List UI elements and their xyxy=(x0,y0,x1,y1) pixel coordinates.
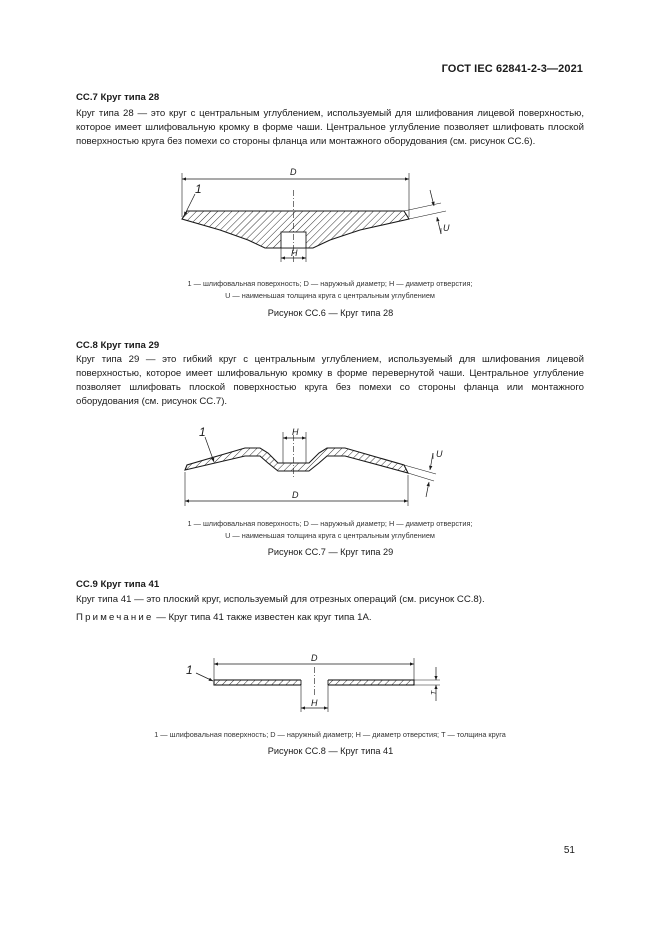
section-paragraph-cc7: Круг типа 28 — это круг с центральным углублением, используемый для шлифования лицевой поверхностью, которое имеет шлифовальную кромку в форме чаши. Центральное углубление позволяет шлифовать плоской поверхностью круга без помехи со стороны фланца или монтажного оборудования (см. рисунок CC.6). xyxy=(76,108,584,147)
figure-caption-cc8: Рисунок CC.8 — Круг типа 41 xyxy=(267,746,394,756)
section-paragraph-cc9: Круг типа 41 — это плоский круг, используемый для отрезных операций (см. рисунок CC.8). xyxy=(76,594,485,605)
note-label: Примечание xyxy=(76,612,154,623)
section-heading-cc7: CC.7 Круг типа 28 xyxy=(76,92,160,103)
figure-caption-cc6: Рисунок CC.6 — Круг типа 28 xyxy=(267,308,394,318)
dimension-label-h: H xyxy=(291,248,298,258)
figure-legend-cc6 xyxy=(60,278,600,302)
note-text: — Круг типа 41 также известен как круг типа 1A. xyxy=(153,612,372,623)
callout-label-1: 1 xyxy=(199,425,206,439)
legend-line: 1 — шлифовальная поверхность; D — наружный диаметр; H — диаметр отверстия; xyxy=(187,279,473,288)
dimension-label-h: H xyxy=(292,427,299,437)
dimension-label-d: D xyxy=(292,490,299,500)
legend-line: U — наименьшая толщина круга с центральным углублением xyxy=(225,531,435,540)
section-heading-cc9: CC.9 Круг типа 41 xyxy=(76,579,160,590)
callout-label-1: 1 xyxy=(186,663,193,677)
type41-wheel-profile xyxy=(214,667,414,697)
figure-legend-cc7 xyxy=(60,518,600,542)
dimension-label-d: D xyxy=(290,167,297,177)
section-paragraph-cc8: Круг типа 29 — это гибкий круг с центральным углублением, используемый для шлифования лицевой поверхностью, которое имеет шлифовальную кромку в форме перевернутой чаши. Центральное углубление позволяет шлифовать плоской поверхностью круга без помехи со стороны фланца или монтажного оборудования (см. рисунок CC.7). xyxy=(76,354,584,407)
legend-line: U — наименьшая толщина круга с центральным углублением xyxy=(225,291,435,300)
document-header: ГОСТ IEC 62841-2-3—2021 xyxy=(441,63,583,75)
callout-label-1: 1 xyxy=(195,182,202,196)
section-note-cc9 xyxy=(76,611,584,625)
legend-line: 1 — шлифовальная поверхность; D — наружный диаметр; H — диаметр отверстия; T — толщина круга xyxy=(154,730,506,739)
dimension-label-u: U xyxy=(436,449,443,459)
dimension-label-u: U xyxy=(443,223,450,233)
figure-cc7-type29-wheel xyxy=(0,415,661,515)
figure-caption-cc7: Рисунок CC.7 — Круг типа 29 xyxy=(267,547,394,557)
section-heading-cc8: CC.8 Круг типа 29 xyxy=(76,340,160,351)
dimension-label-h: H xyxy=(311,698,318,708)
page-number: 51 xyxy=(563,845,575,856)
legend-line: 1 — шлифовальная поверхность; D — наружный диаметр; H — диаметр отверстия; xyxy=(187,519,473,528)
dimension-label-t: T xyxy=(431,690,438,695)
figure-legend-cc8 xyxy=(60,729,600,741)
dimension-label-d: D xyxy=(311,653,318,663)
figure-cc6-type28-wheel xyxy=(0,160,661,270)
figure-cc8-type41-wheel xyxy=(0,645,661,720)
type29-wheel-profile xyxy=(185,435,408,477)
